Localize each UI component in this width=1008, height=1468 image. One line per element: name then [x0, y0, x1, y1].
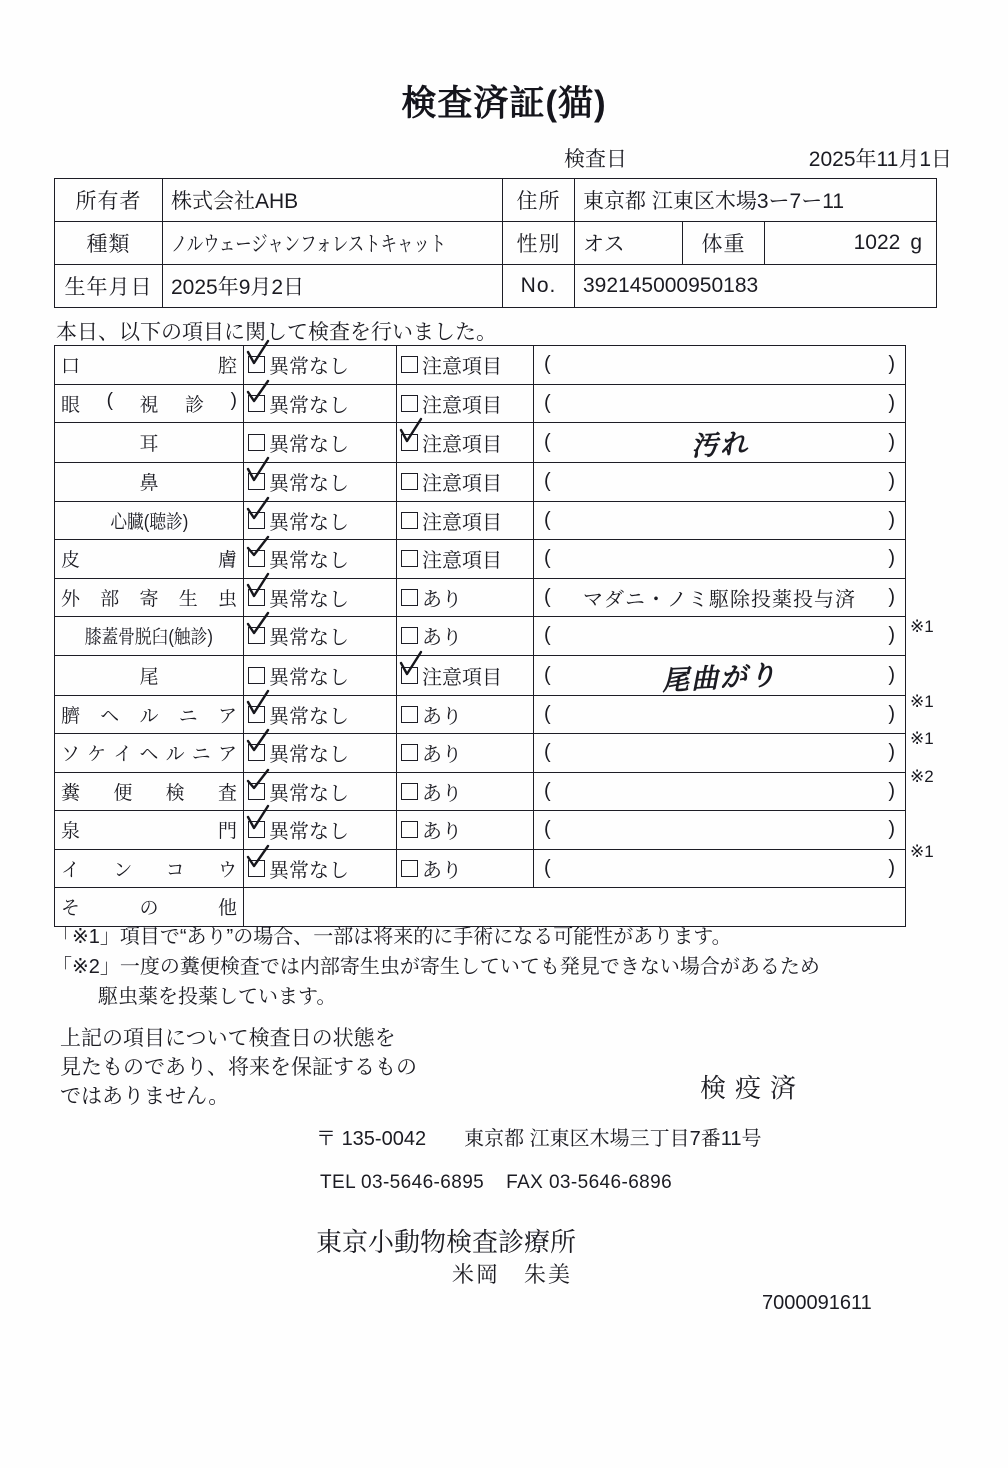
table-row: [55, 849, 906, 888]
checkbox-option-normal[interactable]: [244, 578, 397, 617]
checkbox-option-finding[interactable]: [397, 384, 534, 423]
checkbox-icon[interactable]: [401, 356, 418, 373]
checkbox-icon[interactable]: [401, 550, 418, 567]
clinic-name: 東京小動物検査診療所: [316, 1227, 577, 1257]
checkbox-icon[interactable]: [401, 395, 418, 412]
checkbox-option-finding[interactable]: [397, 423, 534, 463]
checkbox-icon[interactable]: [248, 821, 265, 838]
paren-close: ): [888, 353, 895, 376]
quarantine-stamp: 検疫済: [700, 1073, 806, 1103]
breed-value: ノルウェージャンフォレストキャット: [163, 222, 503, 265]
note-text: マダニ・ノミ駆除投薬投与済: [583, 588, 856, 611]
footnote-line-2: 「※2」一度の糞便検査では内部寄生虫が寄生していても発見できない場合があるため: [52, 956, 820, 978]
footnote-marker: ※1: [910, 616, 934, 636]
paren-close: ): [888, 663, 895, 686]
breed-label: 種類: [55, 222, 163, 265]
checkbox-label: 異常なし: [269, 744, 349, 767]
checkbox-icon[interactable]: [248, 434, 265, 451]
disclaimer-text: [60, 1024, 417, 1111]
checkbox-option-normal[interactable]: [244, 772, 397, 811]
paren-open: (: [544, 431, 551, 453]
footnote-line-1: 「※1」項目で“あり”の場合、一部は将来的に手術になる可能性があります。: [52, 926, 732, 948]
checkbox-icon[interactable]: [248, 473, 265, 490]
checkbox-label: あり: [422, 627, 462, 650]
checkbox-option-finding[interactable]: [397, 655, 534, 695]
checklist-item-label: 眼 ( 視 診 ): [55, 384, 244, 423]
checklist-item-label: イ ン コ ウ: [55, 849, 244, 888]
footer-contact: [320, 1172, 672, 1194]
checkbox-icon[interactable]: [248, 706, 265, 723]
checkbox-icon[interactable]: [248, 627, 265, 644]
table-row-owner: [55, 179, 937, 222]
checkbox-option-normal[interactable]: [244, 463, 397, 502]
checkbox-icon[interactable]: [248, 512, 265, 529]
checkbox-icon[interactable]: [248, 667, 265, 684]
paren-close: ): [888, 818, 895, 841]
checkbox-icon[interactable]: [248, 783, 265, 800]
postal-code: 〒 135-0042: [316, 1128, 427, 1150]
checklist-note-field[interactable]: [534, 655, 906, 695]
checklist-note-field[interactable]: [534, 811, 906, 850]
checklist-note-field[interactable]: [534, 849, 906, 888]
footnote-marker: [910, 495, 980, 533]
footnote-marker-column: [910, 345, 980, 908]
inspection-date-value: 2025年11月1日: [808, 148, 952, 171]
serial-number: 7000091611: [762, 1292, 872, 1314]
checkbox-label: あり: [422, 821, 462, 844]
number-label: No.: [503, 265, 575, 308]
paren-open: (: [544, 702, 551, 725]
checklist-item-label: 臍 ヘ ル ニ ア: [55, 695, 244, 734]
checkbox-label: 注意項目: [422, 511, 502, 534]
checklist-note-field[interactable]: [534, 695, 906, 734]
table-row: [55, 501, 906, 540]
checkbox-icon[interactable]: [401, 860, 418, 877]
checkbox-icon[interactable]: [401, 706, 418, 723]
footnote-marker: [910, 383, 980, 421]
checklist-item-label: そ の 他: [55, 888, 244, 927]
telephone-number: TEL 03-5646-6895: [320, 1172, 485, 1193]
paren-close: ): [888, 702, 895, 725]
checkbox-label: 異常なし: [269, 434, 349, 456]
table-row: [55, 811, 906, 850]
checklist-item-label: 皮 膚: [55, 540, 244, 579]
checkbox-label: 注意項目: [422, 550, 502, 573]
checklist-note-field[interactable]: [534, 423, 906, 463]
checklist-note-field[interactable]: [534, 346, 906, 385]
paren-close: ): [888, 431, 895, 453]
checklist-item-label: 鼻: [55, 463, 244, 502]
paren-close: ): [888, 624, 895, 647]
inspection-checklist-table: [54, 345, 906, 927]
owner-label: 所有者: [55, 179, 163, 222]
table-row: [55, 888, 906, 927]
checkbox-option-normal[interactable]: [244, 346, 397, 385]
table-row: [55, 734, 906, 773]
checkbox-option-normal[interactable]: [244, 655, 397, 695]
checkbox-label: あり: [422, 782, 462, 805]
table-row: [55, 423, 906, 463]
checkbox-icon[interactable]: [401, 473, 418, 490]
checkbox-option-finding[interactable]: [397, 617, 534, 656]
checklist-item-label: 耳: [55, 423, 244, 463]
birthdate-label: 生年月日: [55, 265, 163, 308]
footnote-marker: [910, 570, 980, 608]
footnote-line-3: 駆虫薬を投薬しています。: [98, 986, 337, 1008]
footnote-marker: [910, 645, 980, 683]
checkbox-label: 異常なし: [269, 550, 349, 573]
checkbox-icon[interactable]: [401, 783, 418, 800]
checkbox-option-finding[interactable]: [397, 811, 534, 850]
checkbox-option-normal[interactable]: [244, 501, 397, 540]
footnote-marker: [910, 458, 980, 496]
sex-label: 性別: [503, 222, 575, 265]
paren-close: ): [888, 547, 895, 570]
checklist-body: [55, 346, 906, 927]
checklist-item-label: 膝蓋骨脱臼(触診): [55, 617, 244, 656]
checkbox-icon[interactable]: [401, 627, 418, 644]
checklist-note-field[interactable]: [534, 578, 906, 617]
disclaimer-line-1: 上記の項目について検査日の状態を: [60, 1027, 396, 1050]
checklist-note-field[interactable]: [534, 734, 906, 773]
checkbox-label: 注意項目: [422, 394, 502, 417]
checkbox-icon[interactable]: [248, 395, 265, 412]
checkbox-option-normal[interactable]: [244, 384, 397, 423]
table-row: [55, 695, 906, 734]
animal-info-table: [54, 178, 937, 308]
paren-close: ): [888, 779, 895, 802]
checkbox-option-finding[interactable]: [397, 772, 534, 811]
checkbox-label: 異常なし: [269, 511, 349, 534]
paren-open: (: [544, 508, 551, 531]
footer-address-text: 東京都 江東区木場三丁目7番11号: [464, 1128, 762, 1150]
checkbox-option-finding[interactable]: [397, 734, 534, 773]
checkbox-icon[interactable]: [401, 512, 418, 529]
checkbox-icon[interactable]: [401, 434, 418, 451]
checkbox-label: 注意項目: [422, 356, 502, 379]
intro-text: 本日、以下の項目に関して検査を行いました。: [56, 321, 497, 344]
footnote-marker: ※1: [910, 841, 934, 861]
checkbox-icon[interactable]: [248, 744, 265, 761]
address-value: 東京都 江東区木場3ー7ー11: [575, 179, 937, 222]
footnote-marker: ※1: [910, 691, 934, 711]
checklist-item-label: 口 腔: [55, 346, 244, 385]
paren-close: ): [888, 470, 895, 493]
weight-unit: g: [910, 231, 923, 254]
checkbox-label: あり: [422, 588, 462, 611]
footnote-marker: ※2: [910, 766, 934, 786]
table-row: [55, 540, 906, 579]
weight-value: 1022 g: [765, 222, 937, 265]
checklist-item-label: 心臓(聴診): [55, 501, 244, 540]
checkbox-option-normal[interactable]: [244, 540, 397, 579]
checkbox-option-normal[interactable]: [244, 734, 397, 773]
checklist-other-field[interactable]: [244, 888, 906, 927]
checkbox-option-finding[interactable]: [397, 849, 534, 888]
checkbox-label: 注意項目: [422, 434, 502, 456]
paren-open: (: [544, 547, 551, 570]
number-value: 392145000950183: [575, 265, 937, 308]
birthdate-value: 2025年9月2日: [163, 265, 503, 308]
paren-open: (: [544, 470, 551, 493]
footnote-marker: [910, 420, 980, 458]
checkbox-option-finding[interactable]: [397, 695, 534, 734]
weight-label: 体重: [683, 222, 765, 265]
checklist-note-field[interactable]: [534, 772, 906, 811]
table-row-birthdate: [55, 265, 937, 308]
owner-value: 株式会社AHB: [163, 179, 503, 222]
checkbox-icon[interactable]: [401, 667, 418, 684]
checkbox-icon[interactable]: [248, 860, 265, 877]
footnote-marker: [910, 345, 980, 383]
checklist-item-label: 外 部 寄 生 虫: [55, 578, 244, 617]
checklist-note-field[interactable]: [534, 501, 906, 540]
checkbox-label: 異常なし: [269, 666, 349, 689]
checkbox-icon[interactable]: [401, 744, 418, 761]
table-row: [55, 578, 906, 617]
checklist-item-label: 糞 便 検 査: [55, 772, 244, 811]
checklist-item-label: 尾: [55, 655, 244, 695]
checkbox-option-finding[interactable]: [397, 463, 534, 502]
address-label: 住所: [503, 179, 575, 222]
checkbox-label: 異常なし: [269, 782, 349, 805]
checkbox-icon[interactable]: [401, 821, 418, 838]
table-row-breed: [55, 222, 937, 265]
checkbox-option-finding[interactable]: [397, 540, 534, 579]
table-row: [55, 655, 906, 695]
paren-close: ): [888, 585, 895, 608]
checkbox-label: 異常なし: [269, 627, 349, 650]
checkbox-option-finding[interactable]: [397, 578, 534, 617]
checkbox-label: 異常なし: [269, 859, 349, 882]
checkbox-option-finding[interactable]: [397, 346, 534, 385]
checkbox-label: 異常なし: [269, 588, 349, 611]
table-row: [55, 384, 906, 423]
footnote-marker: [910, 533, 980, 571]
inspection-date-label: 検査日: [564, 148, 627, 171]
checkbox-label: 異常なし: [269, 821, 349, 844]
paren-open: (: [544, 818, 551, 841]
checkbox-icon[interactable]: [401, 589, 418, 606]
checkbox-label: 注意項目: [422, 473, 502, 496]
footnotes: [52, 922, 820, 1012]
checkbox-option-finding[interactable]: [397, 501, 534, 540]
checkbox-option-normal[interactable]: [244, 617, 397, 656]
inspection-date-row: [56, 143, 952, 173]
checkbox-option-normal[interactable]: [244, 811, 397, 850]
checklist-item-label: ソ ケ イ ヘ ル ニ ア: [55, 734, 244, 773]
checkbox-option-normal[interactable]: [244, 695, 397, 734]
checkbox-icon[interactable]: [248, 356, 265, 373]
checkbox-label: 異常なし: [269, 394, 349, 417]
paren-open: (: [544, 353, 551, 376]
paren-open: (: [544, 663, 551, 686]
handwritten-note: 尾曲がり: [660, 659, 779, 697]
checkbox-label: あり: [422, 859, 462, 882]
checklist-item-label: 泉 門: [55, 811, 244, 850]
checkbox-label: あり: [422, 705, 462, 728]
footer-address: [316, 1122, 762, 1151]
checkbox-label: 異常なし: [269, 473, 349, 496]
checkbox-label: 異常なし: [269, 705, 349, 728]
paren-close: ): [888, 391, 895, 414]
veterinarian-name: 米岡 朱美: [452, 1262, 573, 1287]
paren-open: (: [544, 741, 551, 764]
page-title: 検査済証(猫): [401, 84, 607, 123]
paren-close: ): [888, 508, 895, 531]
footnote-marker: [910, 795, 980, 833]
table-row: [55, 772, 906, 811]
paren-open: (: [544, 779, 551, 802]
checkbox-label: 注意項目: [422, 666, 502, 689]
checklist-note-field[interactable]: [534, 463, 906, 502]
checkbox-label: あり: [422, 744, 462, 767]
footnote-marker: [910, 870, 980, 908]
sex-value: オス: [575, 222, 683, 265]
table-row: [55, 346, 906, 385]
table-row: [55, 617, 906, 656]
checkbox-icon[interactable]: [248, 550, 265, 567]
paren-open: (: [544, 624, 551, 647]
paren-close: ): [888, 856, 895, 879]
checkbox-option-normal[interactable]: [244, 849, 397, 888]
handwritten-note: 汚れ: [689, 428, 750, 463]
checkbox-label: 異常なし: [269, 356, 349, 379]
fax-number: FAX 03-5646-6896: [506, 1172, 673, 1193]
checklist-note-field[interactable]: [534, 540, 906, 579]
paren-close: ): [888, 741, 895, 764]
checkbox-icon[interactable]: [248, 589, 265, 606]
disclaimer-line-2: 見たものであり、将来を保証するもの: [60, 1056, 417, 1079]
paren-open: (: [544, 391, 551, 414]
paren-open: (: [544, 585, 551, 608]
disclaimer-line-3: ではありません。: [60, 1085, 230, 1108]
paren-open: (: [544, 856, 551, 879]
table-row: [55, 463, 906, 502]
footnote-marker: ※1: [910, 729, 934, 748]
checkbox-option-normal[interactable]: [244, 423, 397, 463]
